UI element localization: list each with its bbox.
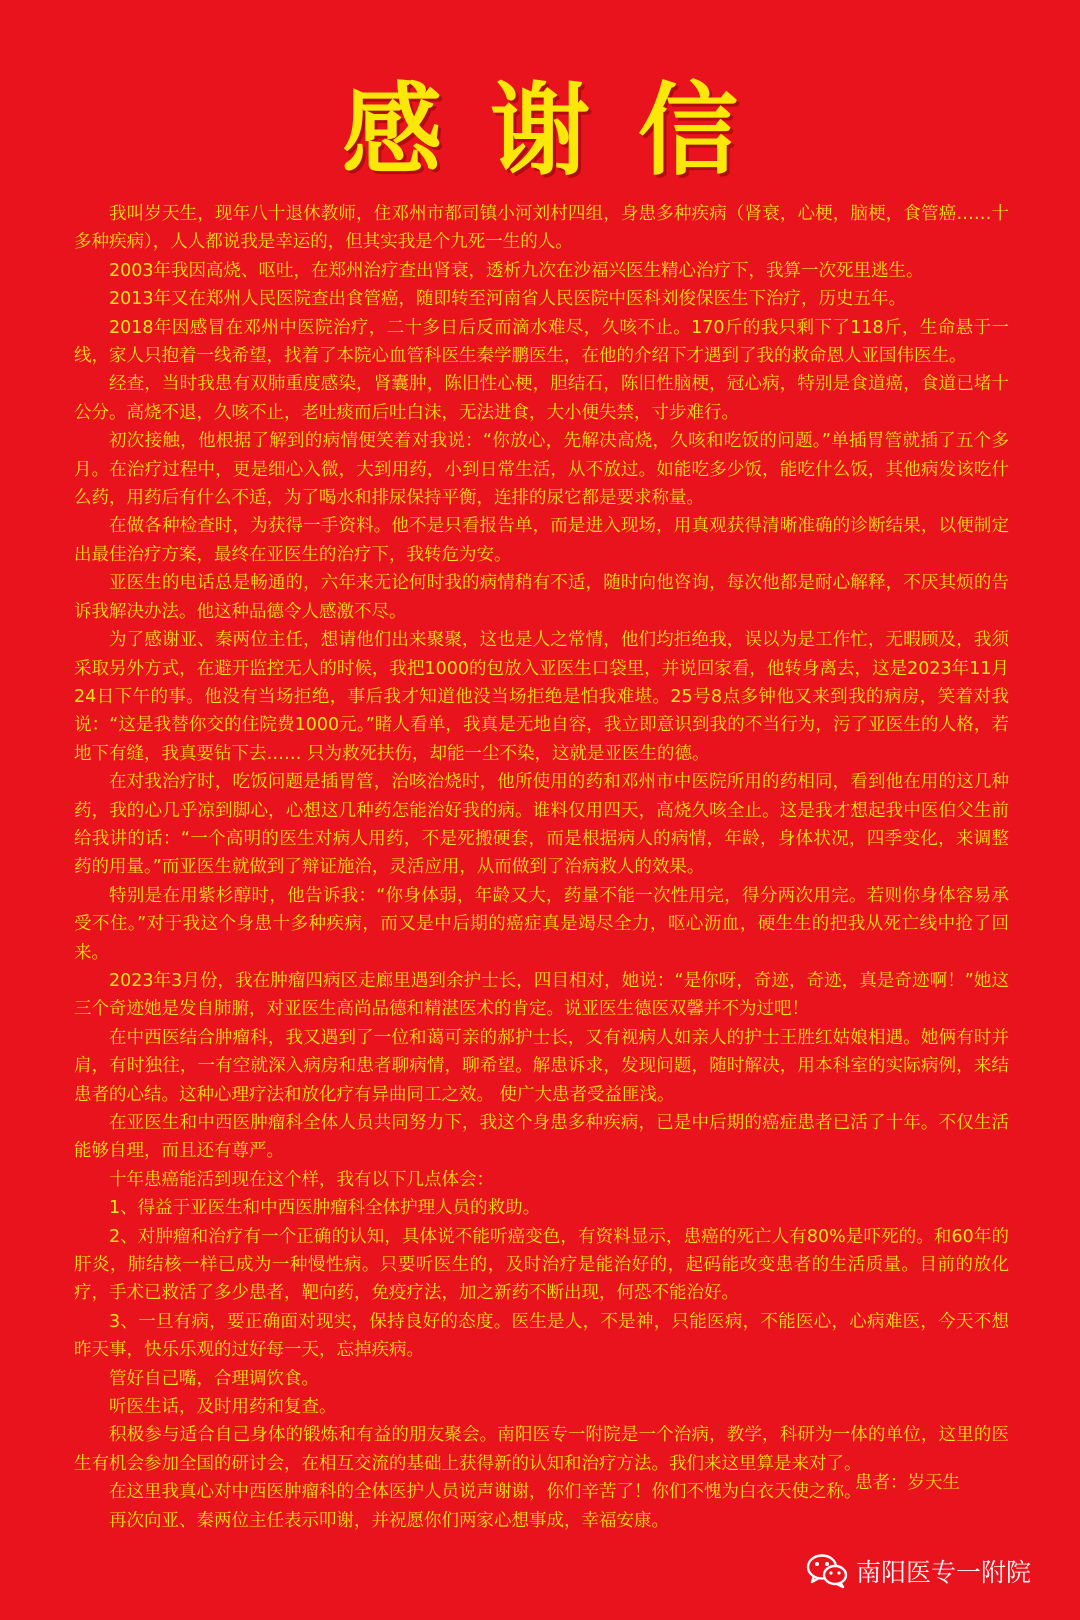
- letter-paragraph: 2018年因感冒在邓州中医院治疗，二十多日后反而滴水难尽，久咳不止。170斤的我只剩下了118斤，生命悬于一线，家人只抱着一线希望，找着了本院心血管科医生秦学鹏医生，在他的介绍下才遇到了我的救命恩人亚国伟医生。: [74, 317, 1009, 367]
- letter-paragraph: 在这里我真心对中西医肿瘤科的全体医护人员说声谢谢，你们辛苦了！你们不愧为白衣天使之称。: [109, 1482, 862, 1503]
- letter-paragraph: 在亚医生和中西医肿瘤科全体人员共同努力下，我这个身患多种疾病，已是中后期的癌症患者已活了十年。不仅生活能够自理，而且还有尊严。: [74, 1113, 1009, 1162]
- account-watermark: [806, 1551, 1031, 1591]
- letter-paragraph: 经查，当时我患有双肺重度感染，肾囊肿，陈旧性心梗，胆结石，陈旧性脑梗，冠心病，特别是食道癌，食道已堵十公分。高烧不退，久咳不止，老吐痰而后吐白沫，无法进食，大小便失禁，寸步难行。: [74, 374, 1009, 423]
- letter-paragraph: 2023年3月份，我在肿瘤四病区走廊里遇到余护士长，四目相对，她说：“是你呀，奇迹，奇迹，真是奇迹啊！”她这三个奇迹她是发自肺腑，对亚医生高尚品德和精湛医术的肯定。说亚医生德医双馨并不为过吧！: [74, 970, 1009, 1020]
- letter-paragraph: 十年患癌能活到现在这个样，我有以下几点体会：: [109, 1169, 494, 1190]
- letter-paragraph: 管好自己嘴，合理调饮食。: [109, 1368, 319, 1389]
- letter-paragraph: 在对我治疗时，吃饭问题是插胃管，治咳治烧时，他所使用的药和邓州市中医院所用的药相同，看到他在用的这几种药，我的心几乎凉到脚心，心想这几种药怎能治好我的病。谁料仅用四天，高烧久咳全止。这是我才想起我中医伯父生前给我讲的话：“一个高明的医生对病人用药，不是死搬硬套，而是根据病人的病情，年龄，身体状况，四季变化，来调整药的用量。”而亚医生就做到了辩证施治，灵活应用，从而做到了治病救人的效果。: [74, 772, 1009, 878]
- letter-paragraph: 听医生话，及时用药和复查。: [109, 1397, 337, 1418]
- letter-paragraph: 特别是在用紫杉醇时，他告诉我：“你身体弱，年龄又大，药量不能一次性用完，得分两次用完。若则你身体容易承受不住。”对于我这个身患十多种疾病，而又是中后期的癌症真是竭尽全力，呕心沥血，硬生生的把我从死亡线中抢了回来。: [74, 885, 1009, 963]
- wechat-icon: [806, 1553, 848, 1589]
- letter-paragraph: 亚医生的电话总是畅通的，六年来无论何时我的病情稍有不适，随时向他咨询，每次他都是耐心解释，不厌其烦的告诉我解决办法。他这种品德令人感激不尽。: [74, 573, 1009, 622]
- letter-paragraph: 3、一旦有病，要正确面对现实，保持良好的态度。医生是人，不是神，只能医病，不能医心，心病难医，今天不想昨天事，快乐乐观的过好每一天，忘掉疾病。: [74, 1311, 1009, 1361]
- letter-paragraph: 2003年我因高烧、呕吐，在郑州治疗查出肾衰，透析九次在沙福兴医生精心治疗下，我算一次死里逃生。: [109, 260, 924, 281]
- signature: 患者：岁天生: [855, 1473, 960, 1493]
- letter-paragraph: 我叫岁天生，现年八十退休教师，住邓州市都司镇小河刘村四组，身患多种疾病（肾衰，心梗，脑梗，食管癌……十多种疾病），人人都说我是幸运的，但其实我是个九死一生的人。: [74, 204, 1009, 253]
- letter-paragraph: 2、对肿瘤和治疗有一个正确的认知，具体说不能听癌变色，有资料显示，患癌的死亡人有80%是吓死的。和60年的肝炎，肺结核一样已成为一种慢性病。只要听医生的，及时治疗是能治好的，起码能改变患者的生活质量。目前的放化疗，手术已救活了多少患者，靶向药，免疫疗法，加之新药不断出现，何恐不能治好。: [74, 1226, 1009, 1304]
- letter-paragraph: 初次接触，他根据了解到的病情便笑着对我说：“你放心，先解决高烧，久咳和吃饭的问题。”单插胃管就插了五个多月。在治疗过程中，更是细心入微，大到用药，小到日常生活，从不放过。如能吃多少饭，能吃什么饭，其他病发该吃什么药，用药后有什么不适，为了喝水和排尿保持平衡，连排的尿它都是要求称量。: [74, 431, 1009, 509]
- letter-paragraph: 为了感谢亚、秦两位主任，想请他们出来聚聚，这也是人之常情，他们均拒绝我，误以为是工作忙，无暇顾及，我须采取另外方式，在避开监控无人的时候，我把1000的包放入亚医生口袋里，并说回家看，他转身离去，这是2023年11月24日下午的事。他没有当场拒绝，事后我才知道他没当场拒绝是怕我难堪。25号8点多钟他又来到我的病房，笑着对我说：“这是我替你交的住院费1000元。”睹人看单，我真是无地自容，我立即意识到我的不当行为，污了亚医生的人格，若地下有缝，我真要钻下去…… 只为救死扶伤，却能一尘不染，这就是亚医生的德。: [74, 630, 1009, 764]
- letter-body: [74, 200, 1009, 1535]
- watermark-text: 南阳医专一附院: [856, 1558, 1032, 1587]
- letter-title: 感谢信: [342, 72, 786, 189]
- letter-paragraph: 在中西医结合肿瘤科，我又遇到了一位和蔼可亲的郝护士长，又有视病人如亲人的护士王胜红姑娘相遇。她俩有时并肩，有时独往，一有空就深入病房和患者聊病情，聊希望。解患诉求，发现问题，随时解决，用本科室的实际病例，来结患者的心结。这种心理疗法和放化疗有异曲同工之效。 使广大患者受益匪浅。: [74, 1027, 1009, 1105]
- letter-paragraph: 在做各种检查时，为获得一手资料。他不是只看报告单，而是进入现场，用真观获得清晰准确的诊断结果，以便制定出最佳治疗方案，最终在亚医生的治疗下，我转危为安。: [74, 516, 1009, 565]
- letter-paragraph: 2013年又在郑州人民医院查出食管癌，随即转至河南省人民医院中医科刘俊保医生下治疗，历史五年。: [109, 289, 907, 310]
- letter-paragraph: 积极参与适合自己身体的锻炼和有益的朋友聚会。南阳医专一附院是一个治病，教学，科研为一体的单位，这里的医生有机会参加全国的研讨会，在相互交流的基础上获得新的认知和治疗方法。我们来这里算是来对了。: [74, 1425, 1009, 1474]
- letter-paragraph: 再次向亚、秦两位主任表示叩谢，并祝愿你们两家心想事成，幸福安康。: [109, 1510, 669, 1531]
- letter-paragraph: 1、得益于亚医生和中西医肿瘤科全体护理人员的救助。: [109, 1198, 541, 1219]
